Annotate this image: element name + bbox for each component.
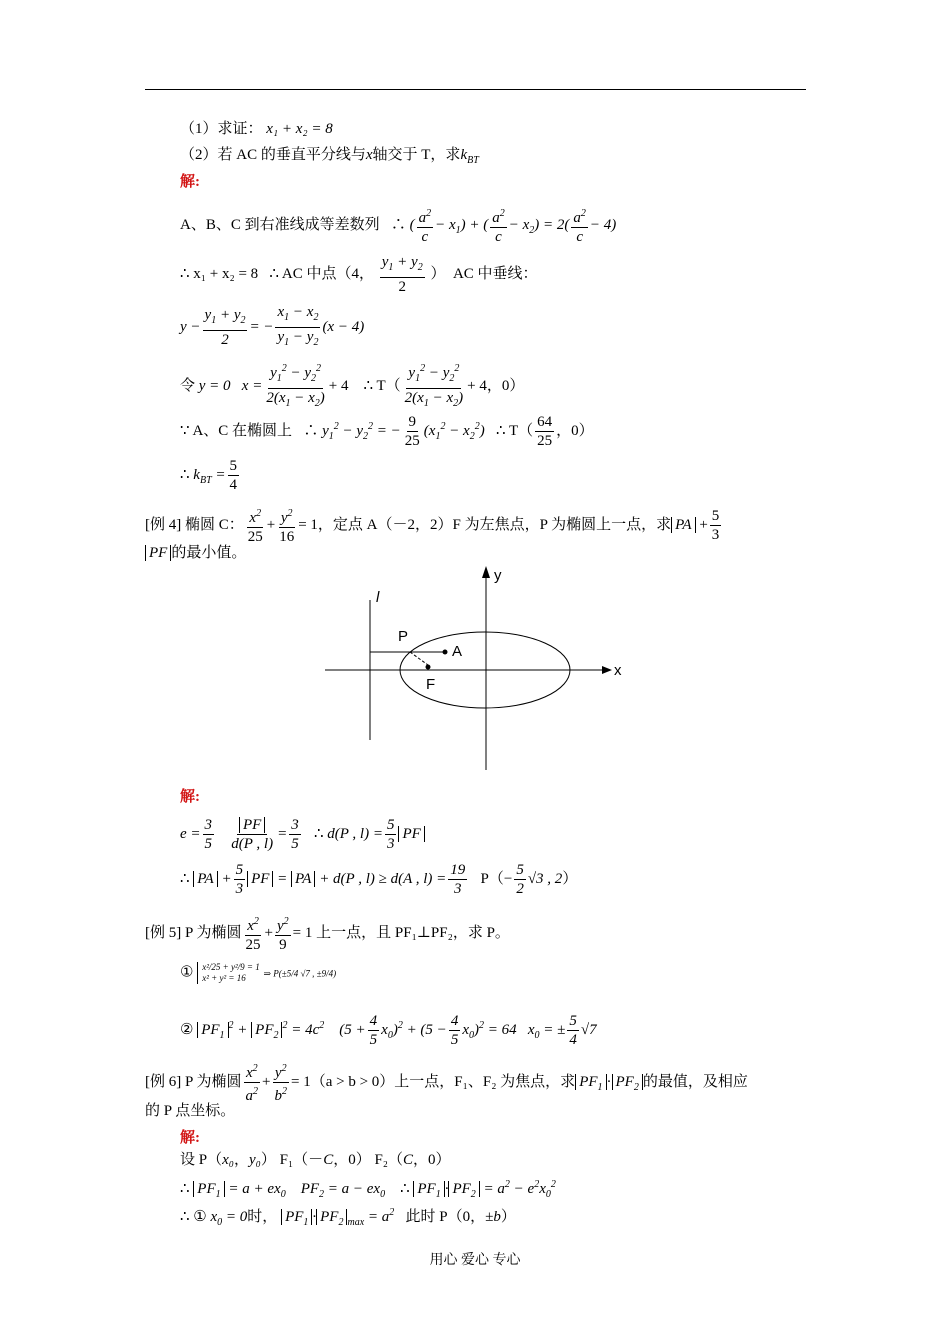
example-5: [例 5] P 为椭圆 $\frac{x^2}{25}$ + $\frac{y^2}{9}$ = 1 上一点，且 PF₁⊥PF₂，求 P。 xyxy=(145,913,510,954)
t-frac-num: 64 xyxy=(537,414,553,430)
system-eq-2: x² + y² = 16 xyxy=(202,973,246,983)
line-perpendicular-bisector: y − $\frac{y_1 + y_2}{2}$ = − $\frac{x_1 - x_2}{y_1 - y_2}$ (x − 4) xyxy=(180,304,365,348)
line-7-a: ∵ A、C 在椭圆上 xyxy=(180,422,293,439)
line-8-a: ∴ xyxy=(180,466,190,483)
system-eq-1: x²/25 + y²/9 = 1 xyxy=(202,962,260,972)
part-1-equation: x₁ + x₂ = 8 xyxy=(266,121,333,137)
line-6-b: ∴ T（ xyxy=(363,377,401,394)
line-midpoint: ∴ x₁ + x₂ = 8 ∴ AC 中点（4， $\frac{y_1 + y_2}{2}$ ） AC 中垂线： xyxy=(180,254,538,295)
line-6-c: ，0） xyxy=(486,377,525,394)
label-x: x xyxy=(614,662,622,679)
label-p: P xyxy=(398,628,409,645)
line-6-a: 令 xyxy=(180,377,196,394)
line-set-p xyxy=(180,1150,451,1170)
line-focal-radius: ∴ $PF_1 = a + ex_0$ $PF_2 = a - ex_0$ ∴ $PF_1 \cdot PF_2 = a^2 - e^2x_0^2$ xyxy=(180,1179,556,1200)
line-7-b: ∴ xyxy=(303,422,319,439)
example-4-text: = 1，定点 A（－2，2）F 为左焦点，P 为椭圆上一点，求 xyxy=(298,516,672,533)
line-case-x0-zero: ∴ ① $x_0 = 0$时， $PF_1 \cdot PF_2$ $_{max} = a^2$ 此时 P（0，±b） xyxy=(180,1207,516,1228)
circle-1: ① xyxy=(180,964,194,981)
solution-label-2: 解: xyxy=(180,789,200,805)
line-7-d: ，0） xyxy=(556,422,594,439)
k-sub: BT xyxy=(467,155,479,166)
line-4-b: ∴ AC 中点（4， xyxy=(269,265,374,282)
p-to-f xyxy=(410,652,428,665)
example-6-text-2: 的最值，及相应 xyxy=(642,1073,748,1090)
comma: ， xyxy=(233,1152,249,1168)
header-rule xyxy=(145,89,806,90)
x-axis-arrow xyxy=(602,666,612,674)
label-l: l xyxy=(376,589,380,606)
line-22-b: 时， xyxy=(247,1209,278,1225)
example-6-text: = 1（a > b > 0）上一点，F₁、F₂ 为焦点，求 xyxy=(291,1073,576,1090)
line-20-f: ，0） xyxy=(413,1152,451,1168)
kbt-num: 5 xyxy=(229,458,238,474)
line-22-a: ∴ ① xyxy=(180,1209,207,1225)
example-5-text: = 1 上一点，且 PF₁⊥PF₂，求 P。 xyxy=(292,924,510,941)
part-2-text-2: 轴交于 T，求 xyxy=(372,147,461,163)
ellipse-figure xyxy=(320,560,630,775)
x-var: x xyxy=(365,147,373,163)
point-a xyxy=(443,650,448,655)
label-a: A xyxy=(452,643,463,660)
point-f xyxy=(426,665,431,670)
line-20-d: ，0） F₂（ xyxy=(333,1152,404,1168)
footer: 用心 爱心 专心 xyxy=(429,1253,521,1268)
therefore-2: ∴ xyxy=(400,1181,410,1197)
line-4-d: AC 中垂线： xyxy=(452,265,538,282)
therefore-1: ∴ xyxy=(180,1181,190,1197)
c-var-1: C xyxy=(323,1152,334,1168)
example-4-label: [例 4] 椭圆 C： xyxy=(145,516,244,533)
y0: y₀ xyxy=(248,1152,261,1168)
y-axis-arrow xyxy=(482,566,490,578)
system-result: ⇒ P(±5/4 √7 , ±9/4) xyxy=(263,968,337,979)
line-set-y-zero: 令 y = 0 x = $\frac{y_1^2 - y_2^2}{2(x_1 - x_2)}$ + 4 ∴ T（ $\frac{y_1^2 - y_2^2}{2(x_1 - x_2)}$ + 4，0） xyxy=(180,360,524,413)
label-y: y xyxy=(494,567,502,584)
therefore-symbol: ∴ xyxy=(390,216,406,233)
kbt-den: 4 xyxy=(229,477,238,493)
line-20-a: 设 P（ xyxy=(180,1152,223,1168)
circle-2: ② xyxy=(180,1021,194,1038)
label-f: F xyxy=(426,676,436,693)
line-4-a: ∴ x₁ + x₂ = 8 xyxy=(180,265,259,282)
example-6-text-3: 的 P 点坐标。 xyxy=(145,1103,236,1119)
part-1-label: （1）求证： xyxy=(180,121,263,137)
example-4-cont: PF 的最小值。 xyxy=(145,543,246,563)
part-1 xyxy=(180,119,333,139)
line-case-1 xyxy=(180,962,336,984)
line-kbt-result: ∴ $k_{BT}$ = $\frac{5}{4}$ xyxy=(180,458,238,493)
line-arithmetic-sequence: A、B、C 到右准线成等差数列 ∴ ( $\frac{a^2}{c}$ − $x_1$) + ( $\frac{a^2}{c}$ − $x_2) = 2$( $\frac{a^2}{c}$ − 4) xyxy=(180,205,616,246)
line-3-text: A、B、C 到右准线成等差数列 xyxy=(180,216,380,233)
part-2 xyxy=(180,145,479,171)
line-7-c: ∴ T（ xyxy=(495,422,534,439)
line-22-d: ±b xyxy=(485,1209,501,1225)
example-6-cont xyxy=(145,1101,235,1121)
line-eccentricity: e = $\frac{3}{5}$ $\frac{PF}{d(P , l)}$ = $\frac{3}{5}$ ∴ d(P , l) = $\frac{5}{3}$ PF xyxy=(180,816,425,853)
c-var-2: C xyxy=(403,1152,414,1168)
solution-label-3: 解: xyxy=(180,1130,200,1146)
line-20-b: ） F₁（－ xyxy=(260,1152,324,1168)
line-case-2: ② $PF_1^2 + PF_2^2 = 4c^2$ (5 + $\frac{4}{5}$ $x_0)^2 + (5$ − $\frac{4}{5}$ $x_0)^2 = 64$ $x_0$ = ± $\frac{5}{4}$ √7 xyxy=(180,1013,597,1048)
example-5-label: [例 5] P 为椭圆 xyxy=(145,924,242,941)
example-6: [例 6] P 为椭圆 $\frac{x^2}{a^2}$ + $\frac{y^2}{b^2}$ = 1（a > b > 0）上一点，F₁、F₂ 为焦点，求 $PF_1 \cdot PF_2$ 的最值，及相应 xyxy=(145,1060,748,1105)
k-var: k xyxy=(460,147,468,163)
line-22-c: 此时 P（0， xyxy=(405,1209,486,1225)
example-4-text-2: 的最小值。 xyxy=(171,545,247,561)
line-on-ellipse: ∵ A、C 在椭圆上 ∴ $y_1^2 - y_2^2$ = − $\frac{9}{25}$ $(x_1^2 - x_2^2)$ ∴ T（ $\frac{64}{25}$ ，0） xyxy=(180,414,594,449)
line-22-e: ） xyxy=(500,1209,516,1225)
part-2-text: （2）若 AC 的垂直平分线与 xyxy=(180,147,366,163)
line-4-c: ） xyxy=(430,265,446,282)
solution-label-1: 解: xyxy=(180,174,200,190)
example-4: [例 4] 椭圆 C： $\frac{x^2}{25}$ + $\frac{y^2}{16}$ = 1，定点 A（－2，2）F 为左焦点，P 为椭圆上一点，求 PA + $\frac{5}{3}$ xyxy=(145,505,723,546)
equation-system xyxy=(197,962,260,984)
example-6-label: [例 6] P 为椭圆 xyxy=(145,1073,242,1090)
line-minimum: ∴ PA + $\frac{5}{3}$ PF = PA + d(P , l) ≥ d(A , l) = $\frac{19}{3}$ P（− $\frac{5}{2}$ √3 , 2） xyxy=(180,862,578,897)
x0: x₀ xyxy=(222,1152,234,1168)
t-frac-den: 25 xyxy=(537,433,553,449)
